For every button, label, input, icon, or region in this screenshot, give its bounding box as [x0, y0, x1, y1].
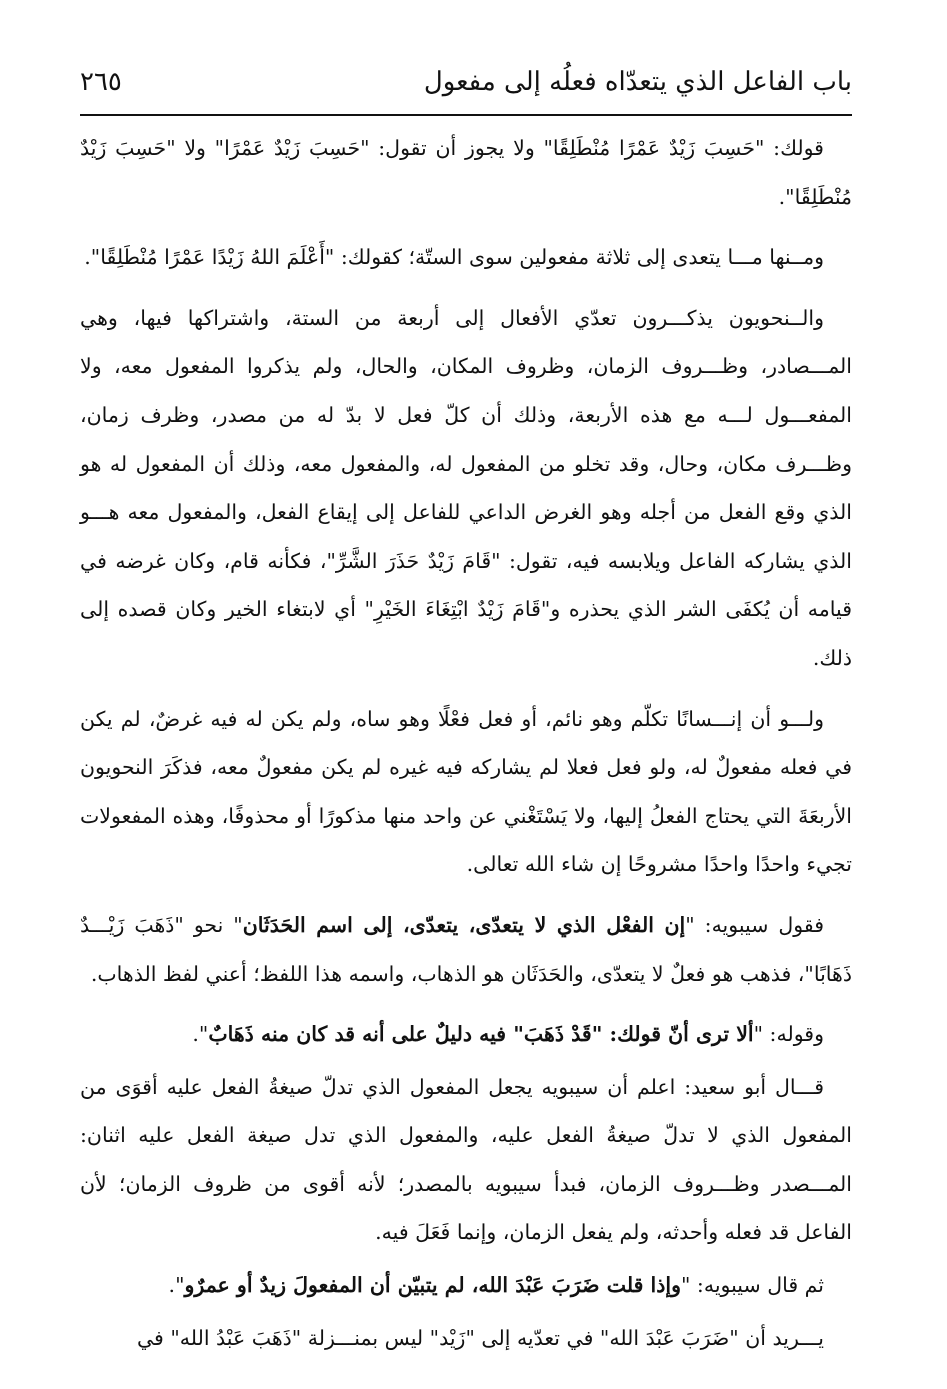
paragraph-1: قولك: "حَسِبَ زَيْدٌ عَمْرًا مُنْطَلِقًا" ولا يجوز أن تقول: "حَسِبَ زَيْدٌ عَمْرًا" ولا "حَسِبَ زَيْدٌ مُنْطَلِقًا". — [80, 136, 852, 209]
paragraph-6-quote — [80, 1010, 852, 1059]
paragraph-5-sibawayh-quote — [80, 901, 852, 998]
quote-continuation: ". — [192, 1022, 209, 1047]
quote-continuation: ". — [168, 1273, 185, 1298]
quoted-text: ألا ترى أنّ قولك: "قَدْ ذَهَبَ" فيه دليلٌ على أنه قد كان منه ذَهَابٌ — [208, 1022, 754, 1047]
body-text — [80, 124, 852, 1366]
quoted-text: وإذا قلت ضَرَبَ عَبْدَ الله، لم يتبيّن أن المفعولَ زيدٌ أو عمرٌو — [184, 1273, 681, 1298]
paragraph-2: ومــنها مـــا يتعدى إلى ثلاثة مفعولين سوى الستّة؛ كقولك: "أَعْلَمَ اللهُ زَيْدًا عَمْرًا مُنْطَلِقًا". — [84, 245, 824, 270]
paragraph-4: ولـــو أن إنـــسانًا تكلّم وهو نائم، أو فعل فعْلًا وهو ساه، ولم يكن له فيه غرضٌ، لم يكن في فعله مفعولٌ له، ولو فعل فعلا لم يشاركه فيه غيره لم يكن مفعولٌ معه، فذكَرَ النحويون الأربعَةَ التي يحتاج الفعلُ إليها، ولا يَسْتَغْني عن واحد منها مذكورًا أو محذوفًا، وهذه المفعولات تجيء واحدًا واحدًا مشروحًا إن شاء الله تعالى. — [80, 706, 852, 877]
paragraph-3: والــنحويون يذكـــرون تعدّي الأفعال إلى أربعة من الستة، واشتراكها فيها، وهي المـــصادر، وظـــروف الزمان، وظروف المكان، والحال، ولم يذكروا المفعول معه، ولا المفعـــول لـــه مع هذه الأربعة، وذلك أن كلّ فعل لا بدّ له من مصدر، وظرف زمان، وظـــرف مكان، وحال، وقد تخلو من المفعول له، والمفعول معه، وذلك أن المفعول له هو الذي وقع الفعل من أجله وهو الغرض الداعي للفاعل إلى إيقاع الفعل، والمفعول معه هـــو الذي يشاركه الفاعل ويلابسه فيه، تقول: "قَامَ زَيْدٌ حَذَرَ الشَّرِّ"، فكأنه قام، وكان غرضه في قيامه أن يُكفَى الشر الذي يحذره و"قَامَ زَيْدٌ ابْتِغَاءَ الخَيْرِ" أي لابتغاء الخير وكان قصده إلى ذلك. — [80, 305, 852, 670]
page-header — [80, 62, 852, 112]
paragraph-9: يـــريد أن "ضَرَبَ عَبْدَ الله" في تعدّيه إلى "زَيْد" ليس بمنـــزلة "ذَهَبَ عَبْدُ الله" في — [136, 1325, 824, 1350]
running-title: باب الفاعل الذي يتعدّاه فعلُه إلى مفعول — [423, 67, 852, 97]
quote-intro: وقوله: " — [753, 1022, 824, 1047]
quote-intro: ثم قال سيبويه: " — [680, 1273, 824, 1298]
header-divider — [80, 114, 852, 116]
paragraph-7: قـــال أبو سعيد: اعلم أن سيبويه يجعل المفعول الذي تدلّ صيغةُ الفعل عليه أقوَى من المفعول الذي لا تدلّ صيغةُ الفعل عليه، والمفعول الذي تدل صيغة الفعل عليه اثنان: المـــصدر وظـــروف الزمان، فبدأ سيبويه بالمصدر؛ لأنه أقوى من ظروف الزمان؛ لأن الفاعل قد فعله وأحدثه، ولم يفعل الزمان، وإنما فَعَلَ فيه. — [80, 1074, 852, 1245]
quote-intro: فقول سيبويه: " — [685, 912, 825, 937]
page-number: ٢٦٥ — [80, 67, 122, 97]
paragraph-8-quote — [80, 1261, 852, 1310]
quote-continuation: " نحو "ذَهَبَ زَيْـــدٌ ذَهَابًا"، فذهب هو فعلٌ لا يتعدّى، والحَدَثَان هو الذهاب، واسمه هذا اللفظ؛ أعني لفظ الذهاب. — [80, 912, 852, 986]
quoted-text: إن الفعْل الذي لا يتعدّى، يتعدّى، إلى اسم الحَدَثَان — [242, 912, 686, 937]
